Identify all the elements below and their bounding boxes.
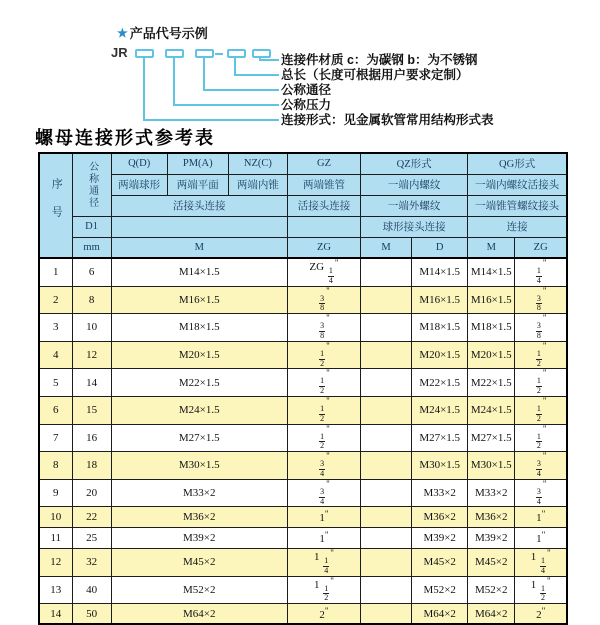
- dn-cell: 22: [72, 507, 111, 528]
- inch-mark: ": [330, 575, 334, 586]
- fraction: $\frac{1}{2}$: [536, 348, 541, 368]
- qz-m-cell: [361, 396, 412, 424]
- qg-zg-cell: [515, 396, 567, 424]
- fraction: $\frac{1}{4}$: [324, 555, 329, 575]
- fraction: $\frac{3}{8}$: [320, 293, 325, 313]
- seq-cell: 3: [39, 314, 72, 342]
- qz-d-cell: M64×2: [412, 604, 468, 625]
- dn-cell: 18: [72, 452, 111, 480]
- seq-cell: 2: [39, 286, 72, 314]
- zg-size-cell: [287, 369, 360, 397]
- dn-cell: 40: [72, 576, 111, 604]
- table-row: [39, 286, 567, 314]
- dn-cell: 6: [72, 258, 111, 286]
- qz-m-cell: [361, 507, 412, 528]
- m-thread-cell: M36×2: [111, 507, 287, 528]
- qg-zg-header: ZG: [515, 237, 567, 258]
- inch-mark: ": [542, 451, 547, 462]
- col-q-header: Q(D): [111, 153, 167, 174]
- qg-m-cell: M22×1.5: [468, 369, 515, 397]
- inch-mark: ": [542, 395, 547, 406]
- star-icon: ★: [117, 25, 128, 40]
- inch-mark: ": [326, 478, 330, 489]
- inch-mark: ": [542, 285, 547, 296]
- seq-cell: 10: [39, 507, 72, 528]
- qz-d-cell: M52×2: [412, 576, 468, 604]
- pm-sub-header: 两端平面: [167, 174, 228, 195]
- callout-line: [203, 89, 279, 91]
- callout-line: [173, 104, 279, 106]
- fraction: $\frac{3}{4}$: [536, 486, 541, 506]
- table-row: [39, 258, 567, 286]
- inch-mark: ": [546, 575, 551, 586]
- qg-zg-cell: [515, 286, 567, 314]
- code-prefix: JR: [111, 45, 128, 60]
- unit-header: mm: [72, 237, 111, 258]
- table-row: [39, 424, 567, 452]
- qz-d-cell: M18×1.5: [412, 314, 468, 342]
- qz-m-cell: [361, 314, 412, 342]
- qz-d-cell: M27×1.5: [412, 424, 468, 452]
- seq-cell: 5: [39, 369, 72, 397]
- zg-size-cell: 1": [287, 507, 360, 528]
- qg-zg-cell: 1 $\frac{1}{4}$ ": [515, 548, 567, 576]
- table-row: [39, 369, 567, 397]
- qg-m-cell: M64×2: [468, 604, 515, 625]
- qz-d-cell: M16×1.5: [412, 286, 468, 314]
- fraction: $\frac{1}{2}$: [320, 431, 325, 451]
- qz-d-cell: M39×2: [412, 528, 468, 549]
- dn-cell: 50: [72, 604, 111, 625]
- qg-zg-cell: [515, 314, 567, 342]
- fraction: $\frac{1}{4}$: [540, 555, 545, 575]
- nut-connection-table: [38, 152, 568, 625]
- table-row: [39, 507, 567, 528]
- qz-d-cell: M30×1.5: [412, 452, 468, 480]
- table-header: [39, 153, 567, 258]
- table-row: [39, 576, 567, 604]
- seq-cell: 14: [39, 604, 72, 625]
- inch-mark: ": [326, 313, 330, 324]
- col-seq-header: 序号: [39, 153, 72, 258]
- fraction: $\frac{1}{4}$: [536, 266, 541, 285]
- table-title: 螺母连接形式参考表: [35, 128, 215, 149]
- dn-cell: 15: [72, 396, 111, 424]
- dn-cell: 12: [72, 341, 111, 369]
- table-row: [39, 604, 567, 625]
- table-body: [39, 258, 567, 624]
- seq-cell: 11: [39, 528, 72, 549]
- qz-d-cell: M45×2: [412, 548, 468, 576]
- fraction: $\frac{3}{4}$: [320, 486, 325, 506]
- qz-m-cell: [361, 452, 412, 480]
- callout-pressure: 公称压力: [281, 98, 332, 112]
- table-row: [39, 396, 567, 424]
- inch-mark: ": [326, 368, 330, 379]
- qg-m-cell: M39×2: [468, 528, 515, 549]
- inch-mark: ": [334, 258, 339, 268]
- inch-mark: ": [324, 509, 329, 520]
- m-thread-cell: M14×1.5: [111, 258, 287, 286]
- qg-m-cell: M14×1.5: [468, 258, 515, 286]
- col-gz-header: GZ: [287, 153, 360, 174]
- zg-size-cell: [287, 286, 360, 314]
- callout-line: [173, 57, 175, 106]
- fraction: $\frac{3}{4}$: [320, 459, 325, 478]
- union-conn-header: 活接头连接: [111, 195, 287, 216]
- seq-cell: 4: [39, 341, 72, 369]
- inch-mark: ": [542, 258, 547, 268]
- table-row: [39, 452, 567, 480]
- inch-mark: ": [324, 605, 329, 616]
- empty-cell: [287, 216, 360, 237]
- empty-cell: [111, 216, 287, 237]
- inch-mark: ": [326, 395, 330, 406]
- qg-zg-cell: 1": [515, 528, 567, 549]
- diagram-title: [117, 23, 208, 42]
- qz-d-cell: M14×1.5: [412, 258, 468, 286]
- zg-size-cell: [287, 396, 360, 424]
- callout-diameter: 公称通径: [281, 83, 332, 97]
- inch-mark: ": [326, 340, 330, 351]
- inch-mark: ": [546, 547, 551, 558]
- qg-zg-cell: [515, 341, 567, 369]
- callout-conn-form: 连接形式：见金属软管常用结构形式表: [281, 113, 494, 127]
- dn-cell: 20: [72, 479, 111, 507]
- d1-header: D1: [72, 216, 111, 237]
- table-row: [39, 479, 567, 507]
- zg-size-cell: [287, 479, 360, 507]
- inch-mark: ": [541, 509, 546, 520]
- callout-material: 连接件材质 c：为碳钢 b：为不锈钢: [281, 53, 478, 67]
- table-row: [39, 341, 567, 369]
- gz-conn-header: 活接头连接: [287, 195, 360, 216]
- fraction: $\frac{1}{2}$: [324, 583, 329, 603]
- seq-cell: 13: [39, 576, 72, 604]
- qg-sub2-header: 一端锥管螺纹接头: [468, 195, 567, 216]
- fraction: $\frac{1}{2}$: [536, 431, 541, 451]
- fraction: $\frac{3}{8}$: [320, 321, 325, 340]
- code-dash: [215, 53, 223, 55]
- qg-m-cell: M16×1.5: [468, 286, 515, 314]
- qz-d-cell: M33×2: [412, 479, 468, 507]
- fraction: $\frac{3}{8}$: [536, 321, 541, 340]
- qg-m-cell: M45×2: [468, 548, 515, 576]
- inch-mark: ": [542, 423, 547, 434]
- nz-sub-header: 两端内锥: [228, 174, 287, 195]
- table-row: [39, 528, 567, 549]
- qg-m-cell: M20×1.5: [468, 341, 515, 369]
- inch-mark: ": [542, 313, 547, 324]
- m-thread-cell: M39×2: [111, 528, 287, 549]
- qg-m-cell: M24×1.5: [468, 396, 515, 424]
- qg-m-cell: M33×2: [468, 479, 515, 507]
- qz-d-header: D: [412, 237, 468, 258]
- qz-m-cell: [361, 258, 412, 286]
- qg-conn-header: 连接: [468, 216, 567, 237]
- qg-zg-cell: [515, 258, 567, 286]
- q-sub-header: 两端球形: [111, 174, 167, 195]
- zg-size-cell: [287, 341, 360, 369]
- dn-cell: 25: [72, 528, 111, 549]
- zg-size-cell: 2": [287, 604, 360, 625]
- table-row: [39, 314, 567, 342]
- col-qg-header: QG形式: [468, 153, 567, 174]
- fraction: $\frac{1}{2}$: [536, 403, 541, 423]
- zg-unit-header: ZG: [287, 237, 360, 258]
- m-thread-cell: M22×1.5: [111, 369, 287, 397]
- m-thread-cell: M16×1.5: [111, 286, 287, 314]
- m-thread-cell: M20×1.5: [111, 341, 287, 369]
- inch-mark: ": [324, 530, 329, 541]
- m-thread-cell: M52×2: [111, 576, 287, 604]
- inch-mark: ": [326, 285, 330, 296]
- dn-cell: 16: [72, 424, 111, 452]
- inch-mark: ": [326, 423, 330, 434]
- code-box-5: [252, 49, 271, 58]
- inch-mark: ": [542, 340, 547, 351]
- qz-d-cell: M36×2: [412, 507, 468, 528]
- fraction: $\frac{1}{2}$: [320, 348, 325, 368]
- seq-cell: 12: [39, 548, 72, 576]
- qg-zg-cell: 1": [515, 507, 567, 528]
- qz-sub2-header: 一端外螺纹: [361, 195, 468, 216]
- col-qz-header: QZ形式: [361, 153, 468, 174]
- zg-size-cell: 1 $\frac{1}{2}$ ": [287, 576, 360, 604]
- qg-zg-cell: [515, 369, 567, 397]
- seq-cell: 9: [39, 479, 72, 507]
- seq-cell: 1: [39, 258, 72, 286]
- qz-m-cell: [361, 604, 412, 625]
- qg-m-cell: M52×2: [468, 576, 515, 604]
- qz-d-cell: M22×1.5: [412, 369, 468, 397]
- qg-m-cell: M18×1.5: [468, 314, 515, 342]
- qg-zg-cell: [515, 479, 567, 507]
- zg-size-cell: [287, 314, 360, 342]
- m-thread-cell: M18×1.5: [111, 314, 287, 342]
- qz-sub1-header: 一端内螺纹: [361, 174, 468, 195]
- dn-cell: 10: [72, 314, 111, 342]
- m-unit-header: M: [111, 237, 287, 258]
- seq-cell: 6: [39, 396, 72, 424]
- m-thread-cell: M27×1.5: [111, 424, 287, 452]
- zg-size-cell: [287, 424, 360, 452]
- fraction: $\frac{3}{4}$: [536, 459, 541, 478]
- qg-zg-cell: 1 $\frac{1}{2}$ ": [515, 576, 567, 604]
- inch-mark: ": [542, 368, 547, 379]
- qz-d-cell: M24×1.5: [412, 396, 468, 424]
- zg-size-cell: [287, 452, 360, 480]
- fraction: $\frac{3}{8}$: [536, 293, 541, 313]
- col-pm-header: PM(A): [167, 153, 228, 174]
- qg-zg-cell: [515, 424, 567, 452]
- inch-mark: ": [326, 451, 330, 462]
- zg-size-cell: 1 $\frac{1}{4}$ ": [287, 548, 360, 576]
- fraction: $\frac{1}{2}$: [320, 403, 325, 423]
- fraction: $\frac{1}{4}$: [328, 266, 333, 285]
- gz-sub-header: 两端锥管: [287, 174, 360, 195]
- inch-mark: ": [542, 478, 547, 489]
- m-thread-cell: M45×2: [111, 548, 287, 576]
- qz-m-cell: [361, 286, 412, 314]
- qz-m-cell: [361, 548, 412, 576]
- callout-line: [234, 74, 279, 76]
- dn-cell: 14: [72, 369, 111, 397]
- seq-cell: 8: [39, 452, 72, 480]
- qz-m-cell: [361, 576, 412, 604]
- qz-m-cell: [361, 528, 412, 549]
- zg-size-cell: 1": [287, 528, 360, 549]
- inch-mark: ": [541, 530, 546, 541]
- qz-m-cell: [361, 369, 412, 397]
- callout-line: [143, 119, 279, 121]
- seq-cell: 7: [39, 424, 72, 452]
- fraction: $\frac{1}{2}$: [320, 376, 325, 396]
- col-dn-header: 公称通径: [72, 153, 111, 216]
- callout-line: [143, 57, 145, 121]
- qz-m-cell: [361, 341, 412, 369]
- qz-m-header: M: [361, 237, 412, 258]
- m-thread-cell: M24×1.5: [111, 396, 287, 424]
- diagram-title-text: 产品代号示例: [129, 26, 208, 41]
- dn-cell: 32: [72, 548, 111, 576]
- m-thread-cell: M33×2: [111, 479, 287, 507]
- m-thread-cell: M30×1.5: [111, 452, 287, 480]
- qg-m-header: M: [468, 237, 515, 258]
- callout-length: 总长（长度可根据用户要求定制）: [281, 68, 469, 82]
- qg-zg-cell: 2": [515, 604, 567, 625]
- qg-m-cell: M36×2: [468, 507, 515, 528]
- col-nz-header: NZ(C): [228, 153, 287, 174]
- dn-cell: 8: [72, 286, 111, 314]
- qg-sub1-header: 一端内螺纹活接头: [468, 174, 567, 195]
- table-row: [39, 548, 567, 576]
- qg-zg-cell: [515, 452, 567, 480]
- qg-m-cell: M30×1.5: [468, 452, 515, 480]
- qz-conn-header: 球形接头连接: [361, 216, 468, 237]
- fraction: $\frac{1}{2}$: [536, 376, 541, 396]
- m-thread-cell: M64×2: [111, 604, 287, 625]
- zg-size-cell: ZG $\frac{1}{4}$ ": [287, 258, 360, 286]
- fraction: $\frac{1}{2}$: [540, 583, 545, 603]
- qz-m-cell: [361, 479, 412, 507]
- inch-mark: ": [330, 547, 334, 558]
- qg-m-cell: M27×1.5: [468, 424, 515, 452]
- callout-line: [259, 59, 279, 61]
- qz-d-cell: M20×1.5: [412, 341, 468, 369]
- code-box-4: [227, 49, 246, 58]
- callout-line: [203, 57, 205, 91]
- inch-mark: ": [541, 605, 546, 616]
- qz-m-cell: [361, 424, 412, 452]
